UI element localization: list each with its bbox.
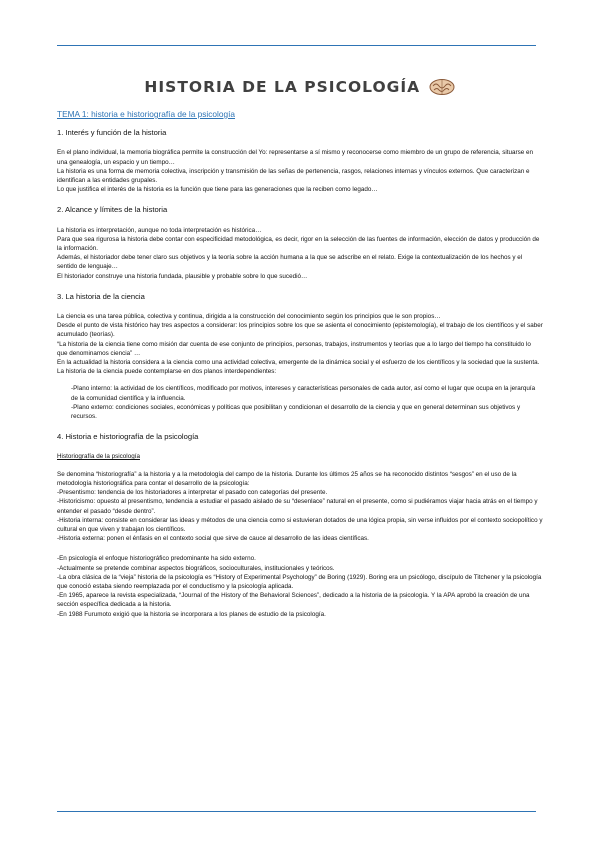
list-item: -En 1965, aparece la revista especializada, “Journal of the History of the Behavioral Sciences”, dedicado a la historia de la psicología. Y la APA aprobó la creación de una sección específica dedicada a la historia. xyxy=(57,592,530,609)
bottom-divider xyxy=(57,811,536,812)
paragraph: La historia de la ciencia puede contemplarse en dos planos interdependientes: xyxy=(57,368,277,376)
tema-title[interactable]: TEMA 1: historia e historiografía de la psicología xyxy=(57,109,236,119)
section-3-body xyxy=(57,312,543,421)
paragraph: -Presentismo: tendencia de los historiadores a interpretar el pasado con categorías del presente. xyxy=(57,489,328,497)
paragraph: La historia es una forma de memoria colectiva, inscripción y transmisión de las señas de pertenencia, rasgos, relaciones internas y vínculos externos. Que caracterizan e identifican a las entidades grupales. xyxy=(57,167,530,185)
section-heading: 2. Alcance y límites de la historia xyxy=(57,205,168,215)
list-item: -La obra clásica de la “vieja” historia de la psicología es “History of Experimental Psychology” de Boring (1929). Boring era un psicólogo, discípulo de Titchener y la psicología que conoció estaba siendo reemplazada por el conductismo y la psicología aplicada. xyxy=(57,573,542,590)
paragraph: La ciencia es una tarea pública, colectiva y continua, dirigida a la construcción del conocimiento según los principios que le son propios… xyxy=(57,313,441,321)
brain-icon xyxy=(428,78,456,96)
list-item: -Actualmente se pretende combinar aspectos biográficos, socioculturales, institucionales y teóricos. xyxy=(57,564,335,572)
document-body xyxy=(57,106,543,619)
paragraph: -Historicismo: opuesto al presentismo, tendencia a estudiar el pasado aislado de su “desenlace” natural en el presente, como si pudiéramos viajar hacia atrás en el tiempo y entender el pasado “desde dentro”. xyxy=(57,498,538,515)
top-divider xyxy=(57,45,536,46)
section-heading: 3. La historia de la ciencia xyxy=(57,291,145,301)
paragraph: -Historia externa: ponen el énfasis en el contexto social que sirve de cauce al desarrollo de las ideas científicas. xyxy=(57,535,369,543)
page-title: HISTORIA DE LA PSICOLOGÍA xyxy=(144,78,421,96)
paragraph: Lo que justifica el interés de la historia es la función que tiene para las generaciones que la reciben como legado… xyxy=(57,186,378,194)
list-item: -En psicología el enfoque historiográfico predominante ha sido externo. xyxy=(57,555,256,563)
section-heading: 4. Historia e historiografía de la psicología xyxy=(57,432,199,442)
paragraph: Además, el historiador debe tener claro sus objetivos y la teoría sobre la acción humana a la que se adscribe en el relato. Exige la contextualización de los hechos y el sentido de lenguaje… xyxy=(57,254,523,271)
paragraph: -Historia interna: consiste en considerar las ideas y métodos de una ciencia como si estuvieran dotados de una lógica propia, sin verse influidos por el contexto sociopolítico y cultural en que viven y trabajan los científicos. xyxy=(57,516,543,533)
plane-item: -Plano externo: condiciones sociales, económicas y políticas que posibilitan y condicionan el desarrollo de la ciencia y que en general determinan sus objetivos y recursos. xyxy=(71,403,521,421)
paragraph: El historiador construye una historia fundada, plausible y probable sobre lo que sucedió… xyxy=(57,272,308,280)
paragraph: La historia es interpretación, aunque no toda interpretación es histórica… xyxy=(57,226,262,234)
plane-item: -Plano interno: la actividad de los científicos, modificado por motivos, intereses y características personales de cada autor, así como el lugar que ocupa en la jerarquía de la comunidad científica y la influencia. xyxy=(71,385,536,402)
paragraph: En la actualidad la historia considera a la ciencia como una actividad colectiva, emergente de la dinámica social y el esfuerzo de los científicos y la sociedad que la sustenta. xyxy=(57,359,540,367)
title-row xyxy=(0,78,600,96)
section-4-points xyxy=(57,554,543,618)
paragraph: Se denomina “historiografía” a la historia y a la metodología del campo de la historia. Durante los últimos 25 años se ha reconocido distintos “sesgos” en el uso de la metodología historiográfica para contar el desarrollo de la psicología: xyxy=(57,470,517,487)
paragraph: En el plano individual, la memoria biográfica permite la construcción del Yo: representarse a sí mismo y reconocerse como miembro de un grupo de referencia, situarse en una genealogía, un espacio y un tiempo… xyxy=(57,149,534,166)
paragraph: Desde el punto de vista histórico hay tres aspectos a considerar: los principios sobre los que se asienta el conocimiento (epistemología), el trabajo de los científicos y el saber acumulado (teorías). xyxy=(57,322,543,339)
section-1-body xyxy=(57,148,543,194)
subheading: Historiografía de la psicología xyxy=(57,453,140,461)
section-heading: 1. Interés y función de la historia xyxy=(57,128,167,138)
paragraph: Para que sea rigurosa la historia debe contar con especificidad metodológica, es decir, rigor en la selección de las fuentes de información, elección de datos y producción de la información. xyxy=(57,235,540,253)
list-item: -En 1988 Furumoto exigió que la historia se incorporara a los planes de estudio de la psicología. xyxy=(57,610,326,618)
section-2-body xyxy=(57,226,543,281)
section-4-body xyxy=(57,470,543,544)
paragraph: “La historia de la ciencia tiene como misión dar cuenta de ese conjunto de principios, personas, trabajos, instrumentos y teorías que a lo largo del tiempo ha constituido lo que denominamos ciencia” … xyxy=(57,340,531,357)
